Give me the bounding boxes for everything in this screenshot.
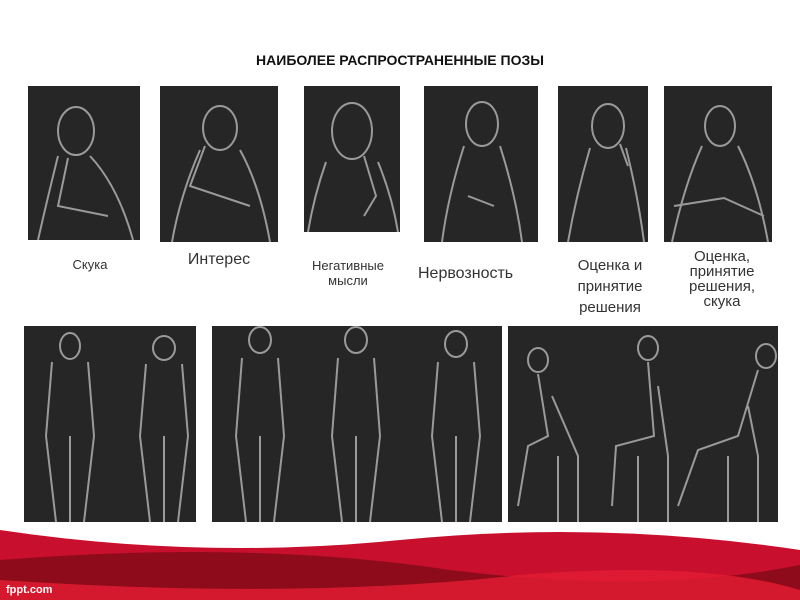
- pose-photo-negative-thoughts: [304, 86, 400, 232]
- standing-man-nervous-illustration: [424, 86, 538, 242]
- two-standing-men-illustration: [24, 326, 196, 522]
- red-wave-decoration: [0, 520, 800, 600]
- pose-caption-evaluation: Оценка и принятие решения: [577, 257, 643, 316]
- pose-photo-interest: [160, 86, 278, 242]
- standing-poses-photo-b: [212, 326, 502, 522]
- pose-caption-evaluation-boredom: Оценка, принятие решения, скука: [688, 248, 755, 310]
- leaning-man-interest-illustration: [160, 86, 278, 242]
- pose-caption-negative-thoughts: Негативные мысли: [312, 258, 384, 288]
- pose-photo-boredom: [28, 86, 140, 240]
- man-thinking-profile-illustration: [558, 86, 648, 242]
- three-seated-men-illustration: [508, 326, 778, 522]
- pose-photo-evaluation: [558, 86, 648, 242]
- reclining-man-illustration: [664, 86, 772, 242]
- pose-photo-nervousness: [424, 86, 538, 242]
- seated-poses-photo: [508, 326, 778, 522]
- slide-title: НАИБОЛЕЕ РАСПРОСТРАНЕННЫЕ ПОЗЫ: [256, 52, 544, 68]
- pose-photo-evaluation-boredom: [664, 86, 772, 242]
- pose-caption-interest: Интерес: [187, 251, 251, 268]
- sitting-man-boredom-illustration: [28, 86, 140, 240]
- pose-caption-nervousness: Нервозность: [418, 265, 514, 282]
- three-standing-men-illustration: [212, 326, 502, 522]
- man-hand-to-chin-illustration: [304, 86, 400, 232]
- footer-decoration: [0, 520, 800, 600]
- brand-logo-text[interactable]: fppt.com: [6, 584, 53, 596]
- pose-caption-boredom: Скука: [72, 257, 108, 272]
- standing-poses-photo-a: [24, 326, 196, 522]
